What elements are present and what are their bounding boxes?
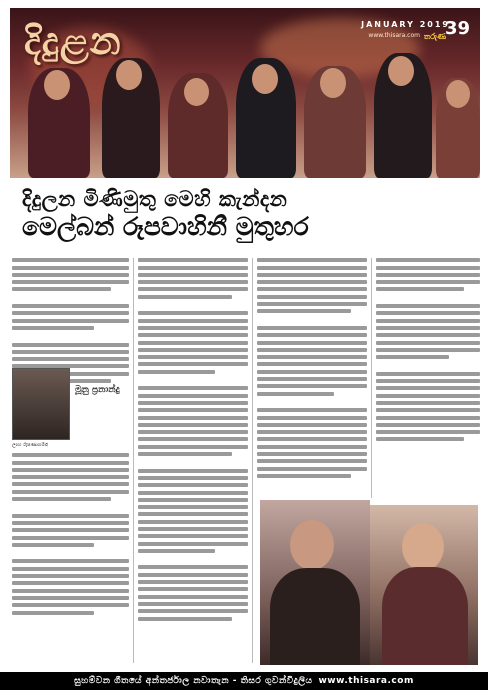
author-name: මූනු ප්‍රනාන්දු	[75, 385, 120, 395]
article-photo-1	[260, 500, 370, 665]
masthead-title: දිදුළන	[24, 18, 122, 63]
body-column-4	[376, 255, 480, 445]
article-headline	[22, 186, 452, 242]
issue-date: JANUARY 2019	[361, 20, 450, 29]
brand-logo-text: තරුණ	[423, 32, 446, 41]
page-footer	[0, 672, 488, 690]
footer-url: www.thisara.com	[318, 676, 414, 686]
website-label: www.thisara.com	[368, 32, 420, 39]
page-number: 39	[444, 18, 470, 39]
footer-text: සුහම්වන ගීතයේ අන්තර්ජාල නවාතැන - තිසර ගුවන්විදුලිය	[74, 676, 313, 686]
column-divider	[133, 258, 134, 663]
body-column-3	[257, 255, 367, 481]
headline-line-2: මෙල්බන් රූපවාහිනී මුතුහර	[22, 212, 309, 241]
body-column-1-continued	[12, 450, 129, 618]
author-photo	[12, 368, 70, 440]
cover-photo-band	[10, 8, 480, 178]
column-divider	[252, 258, 253, 663]
body-column-2	[138, 255, 248, 624]
headline-line-1: දිදුලන මිණිමුතු මෙහි කැන්දන	[22, 187, 288, 211]
column-divider	[371, 258, 372, 498]
body-column-1	[12, 255, 129, 386]
author-signature	[75, 385, 130, 430]
author-photo-caption: ලාහ රුපණාගමඅ	[12, 442, 49, 448]
article-photo-2	[370, 505, 478, 665]
